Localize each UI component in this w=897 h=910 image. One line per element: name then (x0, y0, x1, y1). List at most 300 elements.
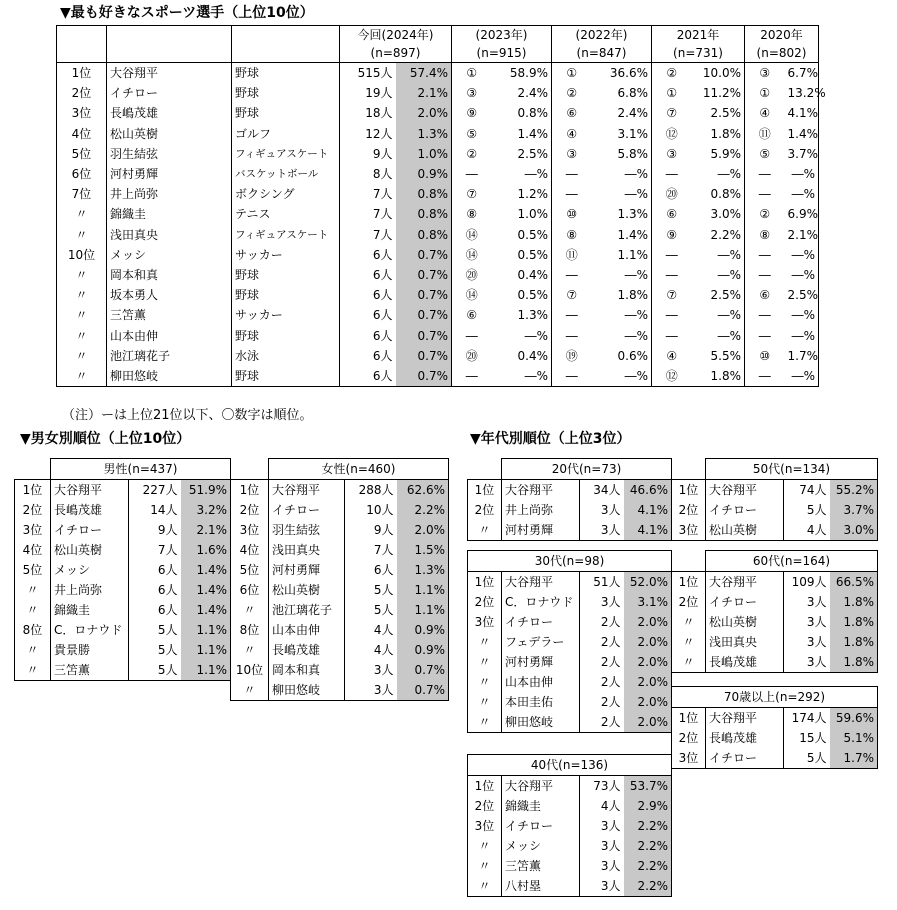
rank-2023-cell: ― (452, 366, 492, 387)
age60-row (672, 632, 878, 652)
pct-2022-cell: 2.4% (617, 106, 648, 121)
pct-2021-cell: 0.8% (710, 187, 742, 202)
male-rank-cell: 〃 (15, 640, 51, 660)
rank-2022-cell: ③ (552, 144, 592, 164)
age30-count-cell: 51人 (580, 572, 624, 593)
rank-2021-cell: ― (652, 245, 692, 265)
name-cell: メッシ (107, 245, 232, 265)
sport-cell: テニス (232, 204, 340, 224)
age30-count-cell: 2人 (580, 612, 624, 632)
male-rank-cell: 4位 (15, 540, 51, 560)
male-pct-cell: 1.4% (181, 600, 231, 620)
pct-cell: 57.4% (396, 63, 452, 84)
pct-2021-cell: 2.5% (710, 288, 742, 303)
age30-pct-cell: 2.0% (624, 652, 672, 672)
age40-pct-cell: 53.7% (624, 776, 672, 797)
male-name-cell: C．ロナウド (51, 620, 129, 640)
main-table-row (57, 346, 819, 366)
name-cell: 山本由伸 (107, 325, 232, 345)
age60-row (672, 572, 878, 593)
rank-2022-cell: ― (552, 265, 592, 285)
female-count-cell: 9人 (345, 520, 397, 540)
age30-pct-cell: 2.0% (624, 632, 672, 652)
count-cell: 6人 (340, 245, 396, 265)
female-pct-cell: 1.1% (397, 580, 449, 600)
age70-header-row (672, 687, 878, 708)
rank-2020-cell: ⑥ (745, 285, 785, 305)
age40-name-cell: 三笘薫 (502, 856, 580, 876)
age30-row (468, 632, 672, 652)
age30-name-cell: 柳田悠岐 (502, 712, 580, 733)
pct-2020-cell: 3.7% (785, 144, 819, 164)
rank-2020-cell: ⑩ (745, 346, 785, 366)
female-pct-cell: 0.7% (397, 660, 449, 680)
pct-2020-cell: ―% (785, 265, 819, 285)
col-n-2022: (n=847) (552, 44, 652, 63)
main-table-row (57, 103, 819, 123)
female-pct-cell: 0.9% (397, 640, 449, 660)
age30-row (468, 712, 672, 733)
age30-count-cell: 2人 (580, 632, 624, 652)
age20-rank-cell: 〃 (468, 520, 502, 541)
age60-pct-cell: 66.5% (830, 572, 878, 593)
name-cell: イチロー (107, 83, 232, 103)
age30-pct-cell: 2.0% (624, 712, 672, 733)
main-table-row (57, 366, 819, 387)
name-cell: 柳田悠岐 (107, 366, 232, 387)
pct-2023-cell: 2.5% (517, 146, 548, 161)
age30-header: 30代(n=98) (468, 551, 672, 572)
main-table-row (57, 63, 819, 84)
pct-2020-cell: 1.7% (785, 346, 819, 366)
age60-pct-cell: 1.8% (830, 652, 878, 673)
pct-2020-cell: ―% (785, 184, 819, 204)
pct-2021-cell: ―% (717, 267, 742, 282)
age20-count-cell: 34人 (580, 480, 624, 501)
sport-cell: ゴルフ (232, 124, 340, 144)
age50-header: 50代(n=134) (706, 459, 878, 480)
age40-row (468, 816, 672, 836)
pct-2023-cell: 0.4% (517, 267, 548, 282)
rank-2020-cell: ① (745, 83, 785, 103)
age20-rank-cell: 1位 (468, 480, 502, 501)
rank-2023-cell: ― (452, 325, 492, 345)
rank-2021-cell: ② (652, 63, 692, 84)
pct-cell: 0.7% (396, 245, 452, 265)
age60-rank-cell: 〃 (672, 632, 706, 652)
pct-2022-cell: 1.3% (617, 207, 648, 222)
col-header-2021: 2021年 (652, 26, 745, 45)
name-cell: 羽生結弦 (107, 144, 232, 164)
male-pct-cell: 1.1% (181, 660, 231, 681)
rank-2022-cell: ⑲ (552, 346, 592, 366)
age40-row (468, 856, 672, 876)
female-rank-cell: 〃 (231, 640, 269, 660)
male-ranking-table (14, 458, 231, 681)
male-row (15, 500, 231, 520)
age50-rank-cell: 1位 (672, 480, 706, 501)
rank-2022-cell: ― (552, 184, 592, 204)
age50-row (672, 520, 878, 541)
age60-count-cell: 3人 (784, 652, 830, 673)
rank-cell: 〃 (57, 285, 107, 305)
age40-header: 40代(n=136) (468, 755, 672, 776)
rank-2020-cell: ― (745, 265, 785, 285)
col-n-2021: (n=731) (652, 44, 745, 63)
age30-count-cell: 2人 (580, 652, 624, 672)
pct-2023-cell: 1.4% (517, 126, 548, 141)
pct-cell: 0.7% (396, 325, 452, 345)
count-cell: 6人 (340, 366, 396, 387)
count-cell: 12人 (340, 124, 396, 144)
male-rank-cell: 1位 (15, 480, 51, 501)
sport-cell: バスケットボール (232, 164, 340, 184)
age40-name-cell: メッシ (502, 836, 580, 856)
age30-row (468, 592, 672, 612)
pct-cell: 0.7% (396, 265, 452, 285)
rank-2021-cell: ⑨ (652, 225, 692, 245)
rank-2021-cell: ⑫ (652, 124, 692, 144)
age40-name-cell: 錦織圭 (502, 796, 580, 816)
rank-2023-cell: ⑭ (452, 245, 492, 265)
rank-cell: 1位 (57, 63, 107, 84)
sport-cell: サッカー (232, 245, 340, 265)
pct-2022-cell: ―% (624, 328, 648, 343)
age20-count-cell: 3人 (580, 520, 624, 541)
age30-pct-cell: 52.0% (624, 572, 672, 593)
male-count-cell: 6人 (129, 580, 181, 600)
pct-2020-cell: 6.9% (785, 204, 819, 224)
age60-rank-cell: 2位 (672, 592, 706, 612)
main-table-row (57, 225, 819, 245)
female-row (231, 640, 449, 660)
sport-cell: 野球 (232, 325, 340, 345)
age70-name-cell: 大谷翔平 (706, 708, 784, 729)
rank-2023-cell: ⑳ (452, 346, 492, 366)
main-title: ▼最も好きなスポーツ選手（上位10位） (60, 5, 314, 21)
age20-pct-cell: 4.1% (624, 500, 672, 520)
col-header-2022: (2022年) (552, 26, 652, 45)
rank-2020-cell: ⑪ (745, 124, 785, 144)
age60-name-cell: 大谷翔平 (706, 572, 784, 593)
age50-row (672, 500, 878, 520)
rank-2020-cell: ⑧ (745, 225, 785, 245)
name-cell: 錦織圭 (107, 204, 232, 224)
age40-rank-cell: 2位 (468, 796, 502, 816)
age20-name-cell: 河村勇輝 (502, 520, 580, 541)
col-header-2024: 今回(2024年) (340, 26, 452, 45)
male-pct-cell: 1.4% (181, 560, 231, 580)
rank-cell: 2位 (57, 83, 107, 103)
pct-2020-cell: ―% (785, 164, 819, 184)
age70-header: 70歳以上(n=292) (672, 687, 878, 708)
age50-count-cell: 74人 (784, 480, 830, 501)
female-name-cell: 山本由伸 (269, 620, 345, 640)
male-count-cell: 6人 (129, 560, 181, 580)
age30-name-cell: フェデラー (502, 632, 580, 652)
pct-2022-cell: 1.4% (617, 227, 648, 242)
age50-header-row (672, 459, 878, 480)
age50-header-blank (672, 459, 706, 480)
rank-2022-cell: ⑥ (552, 103, 592, 123)
pct-2020-cell: ―% (785, 305, 819, 325)
age40-count-cell: 3人 (580, 836, 624, 856)
female-rank-cell: 10位 (231, 660, 269, 680)
rank-2022-cell: ― (552, 305, 592, 325)
female-name-cell: イチロー (269, 500, 345, 520)
age40-count-cell: 4人 (580, 796, 624, 816)
pct-2022-cell: 36.6% (609, 66, 648, 81)
female-rank-cell: 2位 (231, 500, 269, 520)
male-row (15, 520, 231, 540)
age30-count-cell: 2人 (580, 672, 624, 692)
female-count-cell: 6人 (345, 560, 397, 580)
rank-2020-cell: ― (745, 366, 785, 387)
age20-row (468, 480, 672, 501)
age30-name-cell: イチロー (502, 612, 580, 632)
rank-2020-cell: ② (745, 204, 785, 224)
age70-rank-cell: 3位 (672, 748, 706, 769)
sport-cell: 野球 (232, 83, 340, 103)
female-count-cell: 3人 (345, 660, 397, 680)
main-table-row (57, 164, 819, 184)
male-pct-cell: 1.6% (181, 540, 231, 560)
pct-cell: 0.9% (396, 164, 452, 184)
age60-header: 60代(n=164) (706, 551, 878, 572)
rank-cell: 〃 (57, 325, 107, 345)
age50-rank-cell: 3位 (672, 520, 706, 541)
pct-2023-cell: ―% (524, 328, 548, 343)
male-count-cell: 7人 (129, 540, 181, 560)
pct-2023-cell: 0.8% (517, 106, 548, 121)
female-rank-cell: 〃 (231, 600, 269, 620)
name-cell: 岡本和真 (107, 265, 232, 285)
rank-2022-cell: ① (552, 63, 592, 84)
pct-2020-cell: 6.7% (785, 63, 819, 84)
age50-pct-cell: 55.2% (830, 480, 878, 501)
age50-pct-cell: 3.7% (830, 500, 878, 520)
col-n-2023: (n=915) (452, 44, 552, 63)
rank-2022-cell: ⑦ (552, 285, 592, 305)
age70-count-cell: 15人 (784, 728, 830, 748)
rank-cell: 〃 (57, 346, 107, 366)
count-cell: 18人 (340, 103, 396, 123)
rank-2021-cell: ⑦ (652, 103, 692, 123)
female-rank-cell: 6位 (231, 580, 269, 600)
male-count-cell: 5人 (129, 620, 181, 640)
pct-2023-cell: 0.5% (517, 288, 548, 303)
age60-row (672, 592, 878, 612)
sport-cell: 野球 (232, 63, 340, 84)
pct-cell: 1.3% (396, 124, 452, 144)
age30-name-cell: 山本由伸 (502, 672, 580, 692)
rank-cell: 〃 (57, 225, 107, 245)
male-pct-cell: 1.1% (181, 640, 231, 660)
female-name-cell: 羽生結弦 (269, 520, 345, 540)
main-table-row (57, 285, 819, 305)
female-count-cell: 3人 (345, 680, 397, 701)
age30-rank-cell: 〃 (468, 712, 502, 733)
female-count-cell: 4人 (345, 640, 397, 660)
age40-name-cell: イチロー (502, 816, 580, 836)
pct-2021-cell: 2.5% (710, 106, 742, 121)
age60-rank-cell: 〃 (672, 652, 706, 673)
rank-2023-cell: ⑨ (452, 103, 492, 123)
pct-2022-cell: 5.8% (617, 146, 648, 161)
male-row (15, 640, 231, 660)
rank-2022-cell: ⑩ (552, 204, 592, 224)
age50-name-cell: 大谷翔平 (706, 480, 784, 501)
count-cell: 6人 (340, 325, 396, 345)
age50-count-cell: 4人 (784, 520, 830, 541)
age70-name-cell: イチロー (706, 748, 784, 769)
pct-2022-cell: 3.1% (617, 126, 648, 141)
age60-name-cell: 松山英樹 (706, 612, 784, 632)
count-cell: 6人 (340, 305, 396, 325)
pct-2021-cell: ―% (717, 328, 742, 343)
footnote: （注）ーは上位21位以下、〇数字は順位。 (62, 408, 313, 423)
age60-name-cell: 長嶋茂雄 (706, 652, 784, 673)
main-header-n-row (57, 44, 819, 63)
age30-row (468, 652, 672, 672)
age40-rank-cell: 〃 (468, 856, 502, 876)
rank-cell: 3位 (57, 103, 107, 123)
age30-count-cell: 2人 (580, 692, 624, 712)
age50-pct-cell: 3.0% (830, 520, 878, 541)
gender-title: ▼男女別順位（上位10位） (20, 431, 191, 447)
age70-pct-cell: 59.6% (830, 708, 878, 729)
pct-2023-cell: 1.2% (517, 187, 548, 202)
pct-2021-cell: 5.5% (710, 348, 742, 363)
sport-cell: 野球 (232, 265, 340, 285)
name-cell: 大谷翔平 (107, 63, 232, 84)
rank-2023-cell: ⑭ (452, 225, 492, 245)
age30-pct-cell: 2.0% (624, 612, 672, 632)
male-name-cell: 松山英樹 (51, 540, 129, 560)
male-row (15, 620, 231, 640)
female-name-cell: 池江璃花子 (269, 600, 345, 620)
age30-rank-cell: 〃 (468, 672, 502, 692)
age70-rank-cell: 2位 (672, 728, 706, 748)
rank-2022-cell: ⑪ (552, 245, 592, 265)
rank-2021-cell: ― (652, 164, 692, 184)
age30-header-row (468, 551, 672, 572)
pct-2020-cell: 2.5% (785, 285, 819, 305)
age60-rank-cell: 〃 (672, 612, 706, 632)
female-count-cell: 10人 (345, 500, 397, 520)
female-row (231, 680, 449, 701)
rank-2023-cell: ⑥ (452, 305, 492, 325)
rank-2022-cell: ― (552, 164, 592, 184)
male-rank-cell: 〃 (15, 660, 51, 681)
female-row (231, 540, 449, 560)
age20-pct-cell: 4.1% (624, 520, 672, 541)
male-count-cell: 9人 (129, 520, 181, 540)
male-rank-cell: 5位 (15, 560, 51, 580)
male-name-cell: 貴景勝 (51, 640, 129, 660)
female-name-cell: 柳田悠岐 (269, 680, 345, 701)
count-cell: 6人 (340, 265, 396, 285)
male-count-cell: 5人 (129, 660, 181, 681)
age60-count-cell: 3人 (784, 632, 830, 652)
rank-2020-cell: ⑤ (745, 144, 785, 164)
age40-name-cell: 大谷翔平 (502, 776, 580, 797)
female-pct-cell: 1.5% (397, 540, 449, 560)
female-pct-cell: 1.3% (397, 560, 449, 580)
female-count-cell: 288人 (345, 480, 397, 501)
age30-pct-cell: 3.1% (624, 592, 672, 612)
male-name-cell: 三笘薫 (51, 660, 129, 681)
age40-name-cell: 八村塁 (502, 876, 580, 897)
rank-2021-cell: ⑫ (652, 366, 692, 387)
sport-cell: 水泳 (232, 346, 340, 366)
pct-2022-cell: 0.6% (617, 348, 648, 363)
rank-2021-cell: ④ (652, 346, 692, 366)
rank-2023-cell: ⑳ (452, 265, 492, 285)
male-rank-cell: 〃 (15, 580, 51, 600)
pct-2022-cell: ―% (624, 267, 648, 282)
age30-name-cell: 河村勇輝 (502, 652, 580, 672)
age20-header-row (468, 459, 672, 480)
female-pct-cell: 2.0% (397, 520, 449, 540)
age30-rank-cell: 〃 (468, 692, 502, 712)
sport-cell: サッカー (232, 305, 340, 325)
age50-count-cell: 5人 (784, 500, 830, 520)
pct-2023-cell: 1.0% (517, 207, 548, 222)
female-rank-cell: 1位 (231, 480, 269, 501)
pct-cell: 1.0% (396, 144, 452, 164)
rank-cell: 7位 (57, 184, 107, 204)
pct-2022-cell: 6.8% (617, 86, 648, 101)
pct-2021-cell: 10.0% (702, 66, 742, 81)
sport-cell: ボクシング (232, 184, 340, 204)
name-cell: 池江璃花子 (107, 346, 232, 366)
age60-pct-cell: 1.8% (830, 632, 878, 652)
age40-pct-cell: 2.2% (624, 856, 672, 876)
female-count-cell: 7人 (345, 540, 397, 560)
pct-cell: 0.7% (396, 305, 452, 325)
male-rank-cell: 8位 (15, 620, 51, 640)
female-rank-cell: 8位 (231, 620, 269, 640)
age40-count-cell: 3人 (580, 876, 624, 897)
age40-pct-cell: 2.2% (624, 836, 672, 856)
count-cell: 6人 (340, 346, 396, 366)
rank-cell: 4位 (57, 124, 107, 144)
age30-pct-cell: 2.0% (624, 672, 672, 692)
name-cell: 河村勇輝 (107, 164, 232, 184)
main-table-row (57, 83, 819, 103)
sport-cell: 野球 (232, 366, 340, 387)
pct-2022-cell: ―% (592, 366, 652, 387)
name-cell: 松山英樹 (107, 124, 232, 144)
age70-name-cell: 長嶋茂雄 (706, 728, 784, 748)
main-header-year-row (57, 26, 819, 45)
count-cell: 7人 (340, 184, 396, 204)
female-pct-cell: 0.9% (397, 620, 449, 640)
age30-ranking-table (467, 550, 672, 733)
age50-row (672, 480, 878, 501)
pct-2023-cell: 1.3% (517, 308, 548, 323)
rank-2021-cell: ① (652, 83, 692, 103)
col-header-2023: (2023年) (452, 26, 552, 45)
age30-name-cell: 大谷翔平 (502, 572, 580, 593)
name-cell: 井上尚弥 (107, 184, 232, 204)
female-name-cell: 長嶋茂雄 (269, 640, 345, 660)
rank-2020-cell: ― (745, 184, 785, 204)
female-count-cell: 5人 (345, 600, 397, 620)
age70-pct-cell: 1.7% (830, 748, 878, 769)
male-count-cell: 14人 (129, 500, 181, 520)
